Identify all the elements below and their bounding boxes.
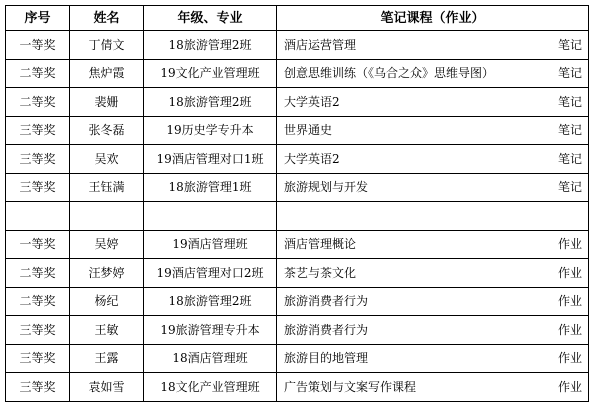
rank-cell: 二等奖 (6, 59, 70, 88)
table-row (6, 259, 589, 288)
rank-cell: 三等奖 (6, 316, 70, 345)
table-row (6, 59, 589, 88)
submission-type: 笔记 (557, 37, 582, 52)
class-cell: 19酒店管理对口2班 (144, 259, 277, 288)
empty-cell (277, 202, 589, 231)
course-name: 旅游消费者行为 (284, 294, 369, 309)
course-name: 酒店管理概论 (284, 237, 357, 252)
submission-type: 作业 (557, 237, 582, 252)
class-cell: 19酒店管理对口1班 (144, 145, 277, 174)
course-cell (277, 373, 589, 402)
name-cell: 裴姗 (70, 88, 144, 117)
rank-cell: 三等奖 (6, 116, 70, 145)
awards-table-container (5, 5, 589, 402)
course-cell (277, 88, 589, 117)
course-name: 旅游消费者行为 (284, 322, 369, 337)
name-cell: 王钰满 (70, 173, 144, 202)
rank-cell: 二等奖 (6, 88, 70, 117)
header-rank: 序号 (6, 6, 70, 31)
name-cell: 王敏 (70, 316, 144, 345)
course-name: 酒店运营管理 (284, 37, 357, 52)
header-row (6, 6, 589, 31)
course-name: 大学英语2 (284, 94, 340, 109)
submission-type: 作业 (557, 294, 582, 309)
table-row (6, 116, 589, 145)
submission-type: 笔记 (557, 94, 582, 109)
name-cell: 王露 (70, 344, 144, 373)
course-name: 茶艺与茶文化 (284, 265, 357, 280)
course-cell (277, 173, 589, 202)
class-cell: 18旅游管理1班 (144, 173, 277, 202)
rank-cell: 三等奖 (6, 344, 70, 373)
class-cell: 19文化产业管理班 (144, 59, 277, 88)
submission-type: 笔记 (557, 180, 582, 195)
rank-cell: 二等奖 (6, 259, 70, 288)
name-cell: 丁倩文 (70, 31, 144, 60)
empty-cell (144, 202, 277, 231)
header-name: 姓名 (70, 6, 144, 31)
rank-cell: 一等奖 (6, 230, 70, 259)
header-class: 年级、专业 (144, 6, 277, 31)
submission-type: 笔记 (557, 151, 582, 166)
header-course: 笔记课程（作业） (277, 6, 589, 31)
class-cell: 18文化产业管理班 (144, 373, 277, 402)
course-cell (277, 259, 589, 288)
table-body (6, 31, 589, 402)
submission-type: 作业 (557, 351, 582, 366)
course-name: 创意思维训练（《乌合之众》思维导图） (284, 66, 495, 81)
course-name: 广告策划与文案写作课程 (284, 379, 417, 394)
course-cell (277, 145, 589, 174)
table-row (6, 173, 589, 202)
empty-cell (70, 202, 144, 231)
submission-type: 作业 (557, 379, 582, 394)
rank-cell: 一等奖 (6, 31, 70, 60)
course-cell (277, 116, 589, 145)
class-cell: 18旅游管理2班 (144, 31, 277, 60)
class-cell: 19酒店管理班 (144, 230, 277, 259)
class-cell: 19历史学专升本 (144, 116, 277, 145)
name-cell: 吴婷 (70, 230, 144, 259)
table-row (6, 344, 589, 373)
rank-cell: 三等奖 (6, 173, 70, 202)
class-cell: 18旅游管理2班 (144, 287, 277, 316)
name-cell: 杨纪 (70, 287, 144, 316)
submission-type: 作业 (557, 265, 582, 280)
course-name: 世界通史 (284, 123, 333, 138)
course-cell (277, 344, 589, 373)
course-cell (277, 59, 589, 88)
table-row (6, 230, 589, 259)
name-cell: 焦炉霞 (70, 59, 144, 88)
submission-type: 笔记 (557, 66, 582, 81)
separator-row (6, 202, 589, 231)
course-cell (277, 287, 589, 316)
table-row (6, 31, 589, 60)
submission-type: 作业 (557, 322, 582, 337)
rank-cell: 三等奖 (6, 145, 70, 174)
rank-cell: 二等奖 (6, 287, 70, 316)
course-cell (277, 316, 589, 345)
table-row (6, 145, 589, 174)
class-cell: 18旅游管理2班 (144, 88, 277, 117)
name-cell: 汪梦婷 (70, 259, 144, 288)
table-row (6, 287, 589, 316)
awards-table (5, 5, 589, 402)
class-cell: 19旅游管理专升本 (144, 316, 277, 345)
empty-cell (6, 202, 70, 231)
table-row (6, 316, 589, 345)
name-cell: 张冬磊 (70, 116, 144, 145)
class-cell: 18酒店管理班 (144, 344, 277, 373)
name-cell: 袁如雪 (70, 373, 144, 402)
course-name: 大学英语2 (284, 151, 340, 166)
name-cell: 吴欢 (70, 145, 144, 174)
course-name: 旅游目的地管理 (284, 351, 369, 366)
course-cell (277, 230, 589, 259)
submission-type: 笔记 (557, 123, 582, 138)
course-cell (277, 31, 589, 60)
table-row (6, 373, 589, 402)
rank-cell: 三等奖 (6, 373, 70, 402)
course-name: 旅游规划与开发 (284, 180, 369, 195)
table-row (6, 88, 589, 117)
